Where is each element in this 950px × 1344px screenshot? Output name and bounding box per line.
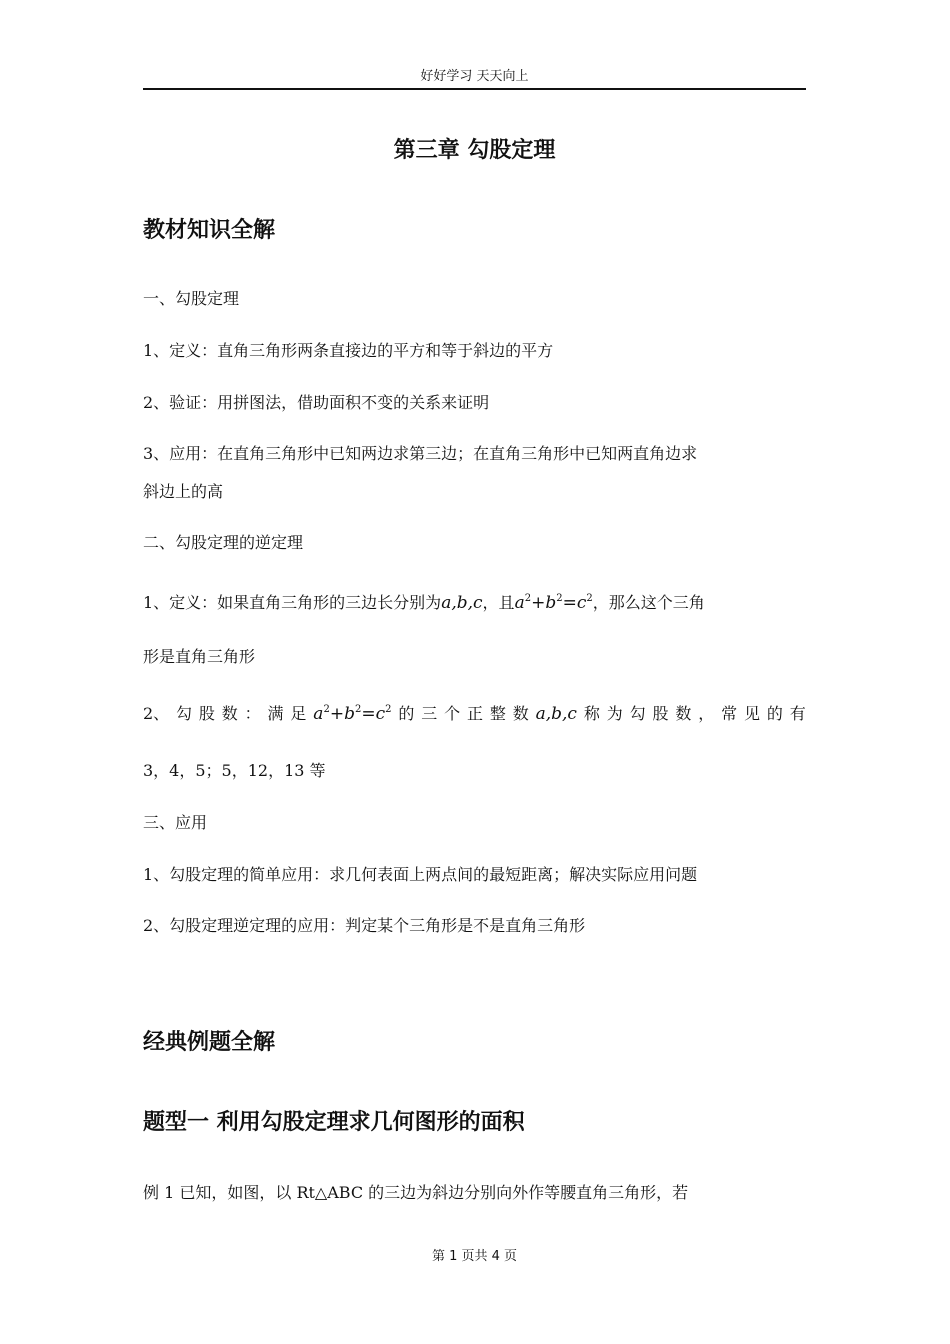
- definition-suffix: ，那么这个三角: [592, 593, 705, 612]
- part2-item-definition-line1: [143, 592, 806, 614]
- part1-title: 一、勾股定理: [143, 289, 240, 308]
- definition-prefix: 1、定义：如果直角三角形的三边长分别为: [143, 593, 442, 612]
- part3-title: 三、应用: [143, 813, 208, 832]
- part2-title: 二、勾股定理的逆定理: [143, 533, 304, 552]
- part3-item-converse-application: 2、勾股定理逆定理的应用：判定某个三角形是不是直角三角形: [143, 916, 586, 935]
- part1-item-application-line2: 斜边上的高: [143, 482, 224, 501]
- pythagorean-equation: $a^2+b^2=c^2$: [514, 593, 593, 613]
- variables-abc-2: a,b,c: [535, 704, 577, 724]
- chapter-title: 第三章 勾股定理: [393, 138, 556, 163]
- subheading-type-one: 题型一 利用勾股定理求几何图形的面积: [143, 1110, 525, 1135]
- part1-item-verification: 2、验证：用拼图法，借助面积不变的关系来证明: [143, 393, 490, 412]
- page-footer: 第 1 页共 4 页: [431, 1249, 518, 1264]
- part2-item-definition-line2: 形是直角三角形: [143, 647, 256, 666]
- example-1: 例 1 已知，如图，以 Rt△ABC 的三边为斜边分别向外作等腰直角三角形，若: [143, 1183, 689, 1202]
- part2-item-pythagorean-triples-line2: 3，4，5；5，12，13 等: [143, 761, 326, 780]
- section-heading-examples: 经典例题全解: [143, 1030, 276, 1055]
- part1-item-definition: 1、定义：直角三角形两条直接边的平方和等于斜边的平方: [143, 341, 554, 360]
- pythagorean-equation-2: $a^2+b^2=c^2$: [313, 704, 392, 724]
- section-heading-knowledge: 教材知识全解: [143, 218, 276, 243]
- variables-abc: a,b,c: [441, 593, 483, 613]
- part2-item-pythagorean-triples-line1: 2、 勾 股 数 ： 满 足 $a^2+b^2=c^2$ 的 三 个 正 整 数 a,b,c 称 为 勾 股 数 ， 常 见 的 有: [143, 704, 806, 724]
- part3-item-simple-application: 1、勾股定理的简单应用：求几何表面上两点间的最短距离；解决实际应用问题: [143, 865, 698, 884]
- page-header: 好好学习 天天向上: [420, 69, 529, 84]
- header-rule: [143, 88, 806, 90]
- definition-and: ，且: [482, 593, 515, 612]
- part1-item-application-line1: 3、应用：在直角三角形中已知两边求第三边；在直角三角形中已知两直角边求: [143, 444, 698, 463]
